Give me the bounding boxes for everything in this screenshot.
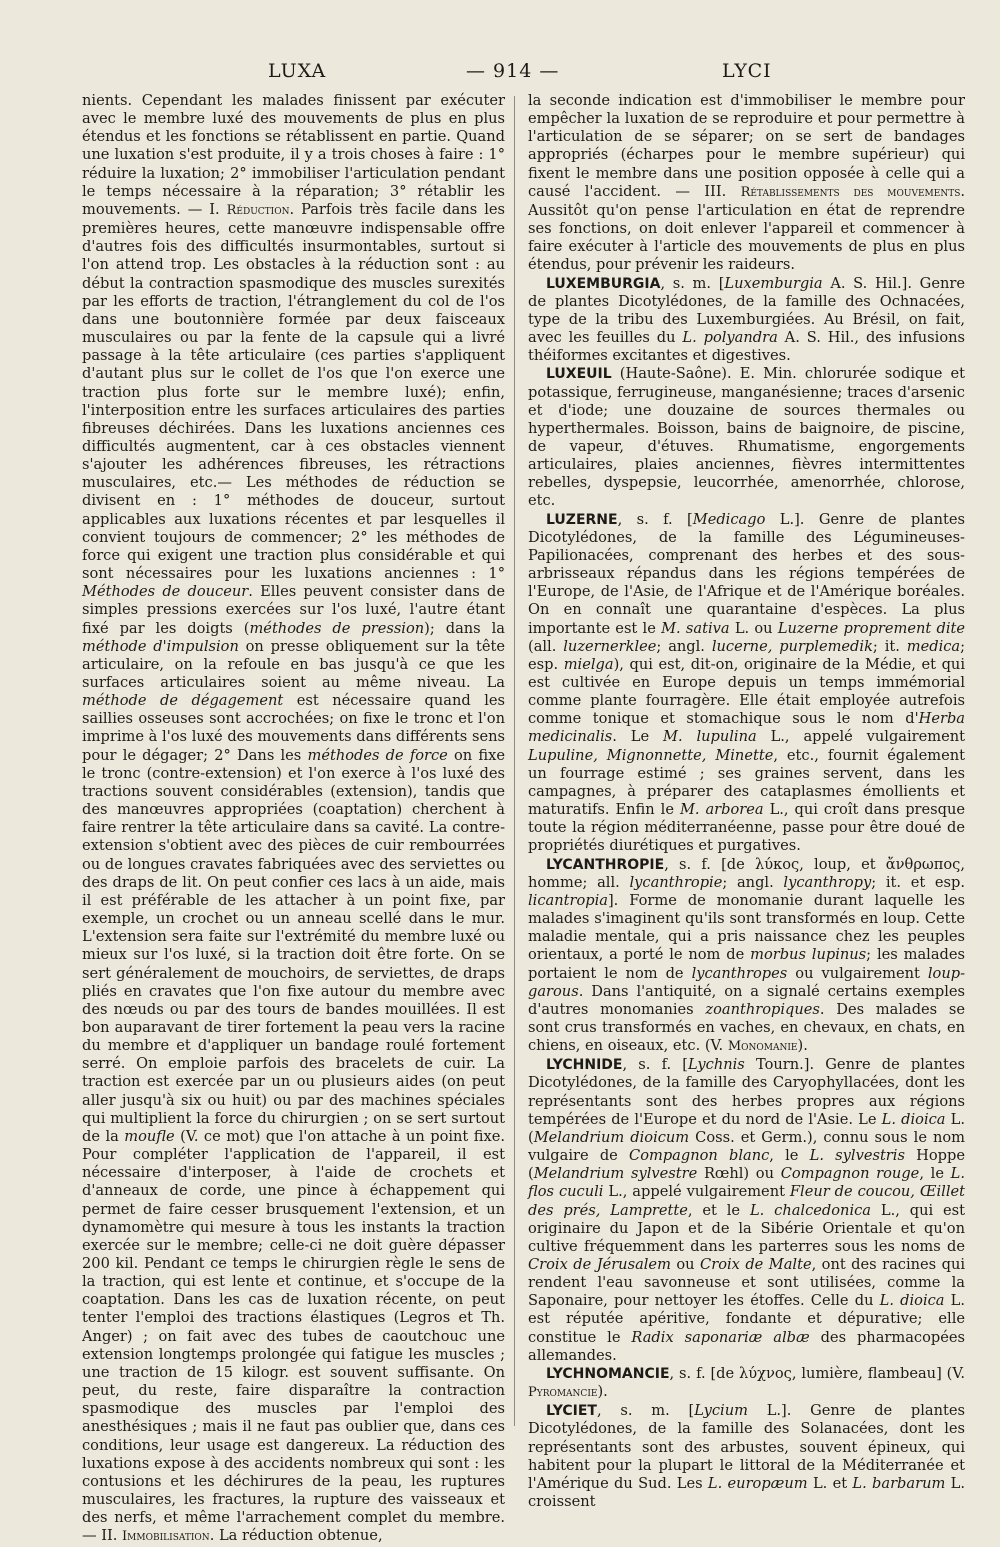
entry-luxemburgia: LUXEMBURGIA, s. m. [Luxemburgia A. S. Hil.]. Genre de plantes Dicotylédones, de la famille des Ochnacées, type de la tribu des Luxemburgiées. Au Brésil, on fait, avec les feuilles du L. polyandra A. S. Hil., des infusions théiformes excitantes et digestives. <box>528 274 966 365</box>
right-column <box>528 92 966 1511</box>
entry-lycanthropie: LYCANTHROPIE, s. f. [de λύκος, loup, et ἄνθρωπος, homme; all. lycanthropie; angl. lycanthropy; it. et esp. licantropia]. Forme de monomanie durant laquelle les malades s'imaginent qu'ils sont transformés en loup. Cette maladie mentale, qui a pris naissance chez les peuples orientaux, a porté le nom de morbus lupinus; les malades portaient le nom de lycanthropes ou vulgairement loup-garous. Dans l'antiquité, on a signalé certains exemples d'autres monomanies zoanthropiques. Des malades se sont crus transformés en vaches, en chevaux, en chats, en chiens, en oiseaux, etc. (V. Monomanie). <box>528 855 966 1055</box>
page-number: — 914 — <box>466 60 560 82</box>
header-right-word: LYCI <box>722 60 772 82</box>
entry-lychnide: LYCHNIDE, s. f. [Lychnis Tourn.]. Genre de plantes Dicotylédones, de la famille des Caryophyllacées, dont les représentants sont des herbes propres aux régions tempérées de l'Europe et du nord de l'Asie. Le L. dioica L. (Melandrium dioicum Coss. et Germ.), connu sous le nom vulgaire de Compagnon blanc, le L. sylvestris Hoppe (Melandrium sylvestre Rœhl) ou Compagnon rouge, le L. flos cuculi L., appelé vulgairement Fleur de coucou, Œillet des prés, Lamprette, et le L. chalcedonica L., qui est originaire du Japon et de la Sibérie Orientale et qu'on cultive fréquemment dans les parterres sous les noms de Croix de Jérusalem ou Croix de Malte, ont des racines qui rendent l'eau savonneuse et sont utilisées, comme la Saponaire, pour nettoyer les étoffes. Celle du L. dioica L. est réputée apéritive, fondante et dépurative; elle constitue le Radix saponariæ albæ des pharmacopées allemandes. <box>528 1056 966 1364</box>
luxation-treatment-paragraph: nients. Cependant les malades finissent par exécuter avec le membre luxé des mouvements de plus en plus étendus et les fonctions se rétablissent en partie. Quand une luxation s'est produite, il y a trois choses à faire : 1° réduire la luxation; 2° immobiliser l'articulation pendant le temps nécessaire à la réparation; 3° rétablir les mouvements. — I. Réduction. Parfois très facile dans les premières heures, cette manœuvre indispensable offre d'autres fois des difficultés insurmontables, surtout si l'on attend trop. Les obstacles à la réduction sont : au début la contraction spasmodique des muscles surexités par les efforts de traction, l'étranglement du col de l'os dans une boutonnière formée par deux faisceaux musculaires ou par la fente de la capsule qui a livré passage à la tête articulaire (ces parties s'appliquent d'autant plus sur le collet de l'os que l'on exerce une traction plus forte sur le membre luxé); enfin, l'interposition entre les surfaces articulaires des parties fibreuses déchirées. Dans les luxations anciennes ces difficultés augmentent, car à ces obstacles viennent s'ajouter les adhérences fibreuses, les rétractions musculaires, etc.— Les méthodes de réduction se divisent en : 1° méthodes de douceur, surtout applicables aux luxations récentes et par lesquelles il convient toujours de commencer; 2° les méthodes de force qui exigent une traction plus considérable et qui sont nécessaires pour les luxations anciennes : 1° Méthodes de douceur. Elles peuvent consister dans de simples pressions exercées sur l'os luxé, l'autre étant fixé par les doigts (méthodes de pression); dans la méthode d'impulsion on presse obliquement sur la tête articulaire, on la refoule en bas jusqu'à ce que les surfaces articulaires soient au même niveau. La méthode de dégagement est nécessaire quand les saillies osseuses sont accrochées; on fixe le tronc et l'on imprime à l'os luxé des mouvements dans différents sens pour le dégager; 2° Dans les méthodes de force on fixe le tronc (contre-extension) et l'on exerce à l'os luxé des tractions souvent considérables (extension), tandis que des manœuvres appropriées (coaptation) cherchent à faire rentrer la tête articulaire dans sa cavité. La contre-extension s'obtient avec des pièces de cuir rembourrées ou de longues cravates fabriquées avec des serviettes ou des draps de lit. On peut confier ces lacs à un aide, mais il est préférable de les attacher à un point fixe, par exemple, un crochet ou un anneau scellé dans le mur. L'extension sera faite sur l'extrémité du membre luxé ou mieux sur l'os luxé, si la traction doit être forte. On se sert généralement de mouchoirs, de serviettes, de draps pliés en cravates que l'on fixe autour du membre avec des nœuds ou par des tours de bandes mouillées. Il est bon auparavant de tirer fortement la peau vers la racine du membre et d'appliquer un bandage roulé fortement serré. On emploie parfois des bracelets de cuir. La traction est exercée par un ou plusieurs aides (on peut aller jusqu'à six ou huit) ou par des machines spéciales qui multiplient la force du chirurgien ; on se sert surtout de la moufle (V. ce mot) que l'on attache à un point fixe. Pour compléter l'application de l'appareil, il est nécessaire d'interposer, à l'aide de crochets et d'anneaux de corde, une pince à échappement qui permet de faire cesser brusquement l'extension, et un dynamomètre qui mesure à tous les instants la traction exercée sur le membre; celle-ci ne doit guère dépasser 200 kil. Pendant ce temps le chirurgien règle le sens de la traction, qui est lente et continue, et s'occupe de la coaptation. Dans les cas de luxation récente, on peut tenter l'emploi des tractions élastiques (Legros et Th. Anger) ; on fait avec des tubes de caoutchouc une extension longtemps prolongée qui fatigue les muscles ; une traction de 15 kilogr. est souvent suffisante. On peut, du reste, faire disparaître la contraction spasmodique des muscles par l'emploi des anesthésiques ; mais il ne faut pas oublier que, dans ces conditions, leur usage est dangereux. La réduction des luxations expose à des accidents nombreux qui sont : les contusions et les déchirures de la peau, les ruptures musculaires, les fractures, la rupture des vaisseaux et des nerfs, et même l'arrachement complet du membre. — II. Immobilisation. La réduction obtenue, <box>82 92 505 1545</box>
page-header <box>0 60 1000 96</box>
header-left-word: LUXA <box>268 60 327 82</box>
entry-lyciet: LYCIET, s. m. [Lycium L.]. Genre de plantes Dicotylédones, de la famille des Solanacées, dont les représentants sont des arbustes, souvent épineux, qui habitent pour la plupart le littoral de la Méditerranée et l'Amérique du Sud. Les L. europæum L. et L. barbarum L. croissent <box>528 1402 966 1511</box>
continuation-paragraph: la seconde indication est d'immobiliser le membre pour empêcher la luxation de se reproduire et pour permettre à l'articulation de se séparer; on se sert de bandages appropriés (écharpes pour le membre supérieur) qui fixent le membre dans une position opposée à celle qui a causé l'accident. — III. Rétablissements des mouvements. Aussitôt qu'on pense l'articulation en état de reprendre ses fonctions, on doit enlever l'appareil et commencer à faire exécuter à l'article des mouvements de plus en plus étendus, pour prévenir les raideurs. <box>528 92 965 274</box>
left-column <box>82 92 505 1545</box>
entry-luxeuil: LUXEUIL (Haute-Saône). E. Min. chlorurée sodique et potassique, ferrugineuse, manganésienne; traces d'arsenic et d'iode; une douzaine de sources thermales ou hyperthermales. Boisson, bains de baignoire, de piscine, de vapeur, d'étuves. Rhumatisme, engorgements articulaires, plaies anciennes, fièvres intermittentes rebelles, dyspepsie, leucorrhée, amenorrhée, chlorose, etc. <box>528 365 965 510</box>
entry-lychnomancie: LYCHNOMANCIE, s. f. [de λύχνος, lumière, flambeau] (V. Pyromancie). <box>528 1364 965 1401</box>
column-divider <box>514 96 515 1426</box>
entry-luzerne: LUZERNE, s. f. [Medicago L.]. Genre de plantes Dicotylédones, de la famille des Légumineuses-Papilionacées, comprenant des herbes et des sous-arbrisseaux répandus dans les régions tempérées de l'Europe, de l'Asie, de l'Afrique et de l'Amérique boréales. On en connaît une quarantaine d'espèces. La plus importante est le M. sativa L. ou Luzerne proprement dite (all. luzernerklee; angl. lucerne, purplemedik; it. medica; esp. mielga), qui est, dit-on, originaire de la Médie, et qui est cultivée en Europe depuis un temps immémorial comme plante fourragère. Elle était employée autrefois comme tonique et stomachique sous le nom d'Herba medicinalis. Le M. lupulina L., appelé vulgairement Lupuline, Mignonnette, Minette, etc., fournit également un fourrage estimé ; ses graines servent, dans les campagnes, à préparer des cataplasmes émollients et maturatifs. Enfin le M. arborea L., qui croît dans presque toute la région méditerranéenne, passe pour être doué de propriétés diurétiques et purgatives. <box>528 510 966 855</box>
